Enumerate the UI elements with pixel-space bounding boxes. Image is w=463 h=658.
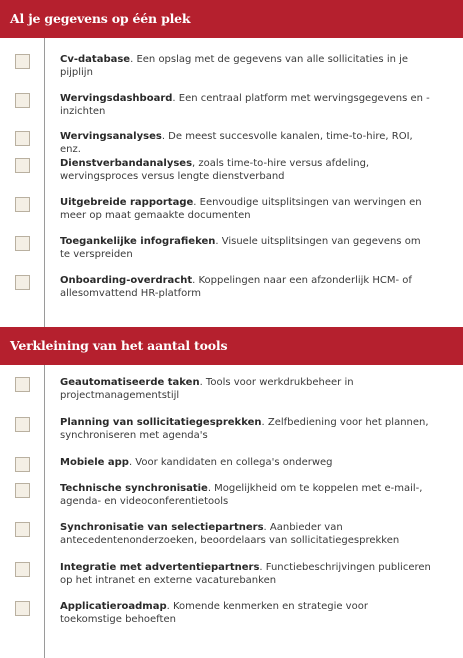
item-description: . Eenvoudige uitsplitsingen van wervingen en meer op maat gemaakte documenten [60, 197, 422, 221]
item-title: Uitgebreide rapportage [60, 197, 194, 208]
item-text [60, 416, 432, 442]
item-text [60, 561, 432, 587]
checkbox[interactable] [15, 236, 30, 251]
item-text [60, 130, 432, 156]
item-text [60, 521, 432, 547]
item-description: , zoals time-to-hire versus afdeling, wervingsproces versus lengte dienstverband [60, 158, 370, 182]
checkbox[interactable] [15, 93, 30, 108]
item-title: Applicatieroadmap [60, 601, 167, 612]
checkbox[interactable] [15, 197, 30, 212]
item-text [60, 456, 432, 469]
item-description: . Zelfbediening voor het plannen, synchroniseren met agenda's [60, 417, 429, 441]
checkbox[interactable] [15, 377, 30, 392]
item-text [60, 53, 432, 79]
checkbox[interactable] [15, 275, 30, 290]
item-title: Dienstverbandanalyses [60, 158, 193, 169]
item-text [60, 157, 432, 183]
item-text [60, 376, 432, 402]
checkbox[interactable] [15, 417, 30, 432]
item-title: Toegankelijke infografieken [60, 236, 216, 247]
checkbox[interactable] [15, 158, 30, 173]
item-title: Wervingsdashboard [60, 93, 173, 104]
item-text [60, 235, 432, 261]
item-title: Onboarding-overdracht [60, 275, 193, 286]
checkbox[interactable] [15, 483, 30, 498]
item-description: . Visuele uitsplitsingen van gegevens om te verspreiden [60, 236, 421, 260]
item-description: . Mogelijkheid om te koppelen met e-mail-, agenda- en videoconferentietools [60, 483, 423, 507]
item-description: . Koppelingen naar een afzonderlijk HCM- of allesomvattend HR-platform [60, 275, 412, 299]
section-header-data [0, 0, 463, 38]
item-text [60, 274, 432, 300]
item-description: . Voor kandidaten en collega's onderweg [128, 457, 333, 468]
item-title: Planning van sollicitatiegesprekken [60, 417, 262, 428]
item-text [60, 600, 432, 626]
item-title: Cv-database [60, 54, 131, 65]
checkbox[interactable] [15, 457, 30, 472]
item-title: Synchronisatie van selectiepartners [60, 522, 264, 533]
item-description: . Functiebeschrijvingen publiceren op het intranet en externe vacaturebanken [60, 562, 431, 586]
item-text [60, 92, 432, 118]
item-description: . Aanbieder van antecedentenonderzoeken, beoordelaars van sollicitatiegesprekken [60, 522, 400, 546]
checkbox[interactable] [15, 522, 30, 537]
checkbox[interactable] [15, 562, 30, 577]
item-description: . Tools voor werkdrukbeheer in projectmanagementstijl [60, 377, 354, 401]
checkbox[interactable] [15, 601, 30, 616]
item-description: . Een opslag met de gegevens van alle sollicitaties in je pijplijn [60, 54, 409, 78]
section-title: Al je gegevens op één plek [10, 11, 191, 26]
section-title: Verkleining van het aantal tools [10, 338, 228, 353]
item-description: . Een centraal platform met wervingsgegevens en -inzichten [60, 93, 430, 117]
item-title: Wervingsanalyses [60, 131, 162, 142]
checkbox[interactable] [15, 131, 30, 146]
item-title: Mobiele app [60, 457, 129, 468]
item-title: Integratie met advertentiepartners [60, 562, 260, 573]
section-header-tools [0, 327, 463, 365]
item-title: Technische synchronisatie [60, 483, 208, 494]
item-description: . De meest succesvolle kanalen, time-to-hire, ROI, enz. [60, 131, 413, 155]
item-text [60, 196, 432, 222]
item-title: Geautomatiseerde taken [60, 377, 200, 388]
item-text [60, 482, 432, 508]
item-description: . Komende kenmerken en strategie voor toekomstige behoeften [60, 601, 368, 625]
checkbox[interactable] [15, 54, 30, 69]
